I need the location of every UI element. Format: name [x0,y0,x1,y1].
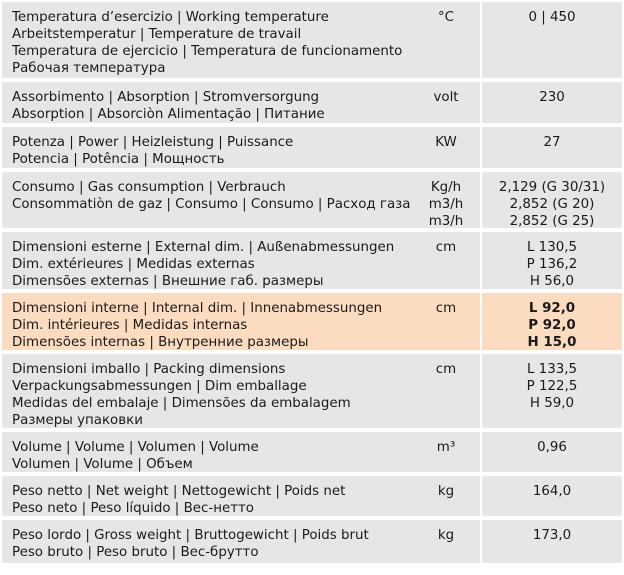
label-line: Peso netto | Net weight | Nettogewicht | Poids net [12,484,346,499]
value-line: L 133,5 [526,362,578,377]
value-line: 2,852 (G 20) [509,197,595,212]
unit-line: m³ [436,440,456,455]
unit-line: KW [435,135,457,150]
spec-unit [412,354,480,428]
label-line: Peso neto | Peso líquido | Вес-нетто [12,501,254,516]
value-line: 0 | 450 [528,10,576,25]
spec-label [2,432,412,472]
label-line: Рабочая температура [12,61,166,76]
value-line: P 136,2 [526,257,578,272]
label-line: Dim. intérieures | Medidas internas [12,318,248,333]
value-line: L 130,5 [526,240,578,255]
value-line: H 15,0 [527,335,577,350]
spec-value [480,432,622,472]
value-line: 27 [543,135,561,150]
spec-row-gross-weight [2,520,622,563]
label-line: Dimensioni interne | Internal dim. | Innenabmessungen [12,301,383,316]
unit-line: Kg/h [430,180,462,195]
label-line: Dim. extérieures | Medidas externas [12,257,255,272]
unit-line: °C [437,10,455,25]
spec-value [480,520,622,563]
value-line: 230 [539,90,565,105]
spec-unit [412,293,480,350]
value-line: H 56,0 [529,274,575,289]
spec-label [2,232,412,289]
value-line: P 122,5 [526,379,578,394]
unit-line: kg [437,484,455,499]
value-line: 173,0 [532,528,572,543]
spec-unit [412,172,480,228]
label-line: Peso bruto | Peso bruto | Вес-брутто [12,545,259,560]
spec-row-net-weight [2,476,622,516]
label-line: Verpackungsabmessungen | Dim emballage [12,379,307,394]
spec-row-volume [2,432,622,472]
spec-unit [412,476,480,516]
value-line: 0,96 [537,440,567,455]
spec-row-internal-dimensions [2,293,622,350]
unit-line: kg [437,528,455,543]
spec-label [2,82,412,123]
label-line: Consumo | Gas consumption | Verbrauch [12,180,286,195]
spec-row-packing-dimensions [2,354,622,428]
label-line: Potenza | Power | Heizleistung | Puissance [12,135,294,150]
spec-value [480,232,622,289]
spec-unit [412,232,480,289]
label-line: Potencia | Potência | Мощность [12,152,225,167]
spec-value [480,82,622,123]
spec-value [480,476,622,516]
unit-line: volt [433,90,459,105]
label-line: Arbeitstemperatur | Temperature de travail [12,27,302,42]
label-line: Размеры упаковки [12,413,143,428]
value-line: P 92,0 [528,318,576,333]
spec-label [2,127,412,168]
unit-line: cm [435,301,457,316]
label-line: Dimensioni esterne | External dim. | Außenabmessungen [12,240,395,255]
label-line: Medidas del embalaje | Dimensões da embalagem [12,396,351,411]
label-line: Peso lordo | Gross weight | Bruttogewicht | Poids brut [12,528,369,543]
unit-line: cm [435,240,457,255]
unit-line: cm [435,362,457,377]
value-line: L 92,0 [528,301,576,316]
label-line: Volumen | Volume | Объем [12,457,193,472]
spec-label [2,293,412,350]
value-line: 164,0 [532,484,572,499]
label-line: Temperatura d’esercizio | Working temperature [12,10,329,25]
spec-row-working-temperature [2,2,622,78]
spec-row-external-dimensions [2,232,622,289]
value-line: H 59,0 [529,396,575,411]
spec-row-absorption [2,82,622,123]
label-line: Absorption | Absorciòn Alimentação | Питание [12,107,325,122]
label-line: Volume | Volume | Volumen | Volume [12,440,259,455]
spec-value [480,172,622,228]
spec-value [480,354,622,428]
label-line: Dimensões externas | Внешние габ. размеры [12,274,324,289]
spec-value [480,2,622,78]
spec-value [480,127,622,168]
value-line: 2,129 (G 30/31) [498,180,606,195]
label-line: Dimensioni imballo | Packing dimensions [12,362,286,377]
unit-line: m3/h [428,197,464,212]
spec-value [480,293,622,350]
spec-label [2,520,412,563]
spec-row-power [2,127,622,168]
value-line: 2,852 (G 25) [509,214,595,229]
spec-unit [412,127,480,168]
spec-unit [412,82,480,123]
label-line: Assorbimento | Absorption | Stromversorgung [12,90,320,105]
spec-label [2,172,412,228]
spec-label [2,2,412,78]
spec-unit [412,432,480,472]
label-line: Consommatiòn de gaz | Consumo | Consumo | Расход газа [12,197,411,212]
spec-row-gas-consumption [2,172,622,228]
spec-unit [412,2,480,78]
spec-unit [412,520,480,563]
label-line: Dimensões internas | Внутренние размеры [12,335,309,350]
spec-label [2,354,412,428]
spec-label [2,476,412,516]
unit-line: m3/h [428,214,464,229]
label-line: Temperatura de ejercicio | Temperatura de funcionamento [12,44,403,59]
